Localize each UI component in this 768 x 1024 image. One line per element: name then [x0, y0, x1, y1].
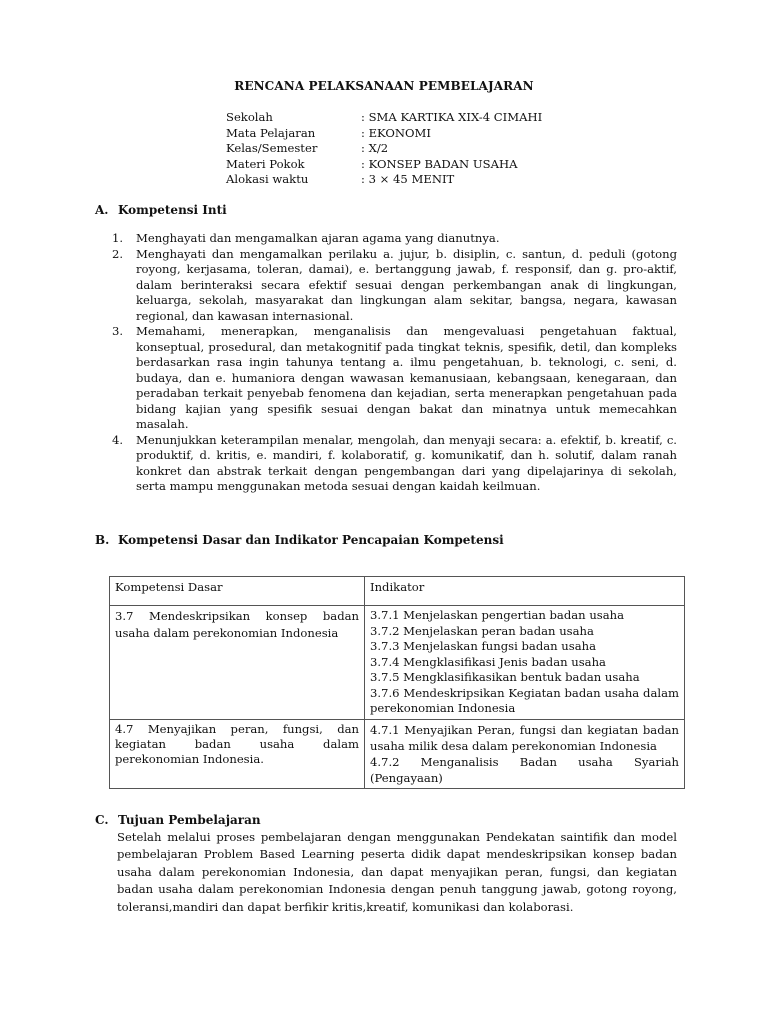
kd-indicator-table	[109, 576, 685, 789]
item-text: Menghayati dan mengamalkan ajaran agama yang dianutnya.	[136, 231, 500, 245]
section-b-heading	[95, 533, 504, 547]
meta-value: : X/2	[361, 141, 389, 156]
item-number: 4.	[112, 432, 124, 447]
table-row	[110, 606, 685, 720]
column-header: Kompetensi Dasar	[110, 577, 365, 606]
section-title: Kompetensi Inti	[118, 203, 227, 217]
meta-row	[226, 141, 542, 157]
table-row	[110, 719, 685, 788]
kompetensi-inti-list	[112, 231, 677, 495]
meta-value: : KONSEP BADAN USAHA	[361, 156, 518, 171]
kd-text: 4.7 Menyajikan peran, fungsi, dan kegiatan badan usaha dalam perekonomian Indonesia.	[115, 721, 359, 766]
indicator-item: 4.7.2 Menganalisis Badan usaha Syariah (Pengayaan)	[370, 754, 679, 785]
section-letter: A.	[95, 203, 109, 217]
section-title: Tujuan Pembelajaran	[118, 813, 261, 827]
section-a-heading	[95, 203, 227, 217]
kd-text: 3.7 Mendeskripsikan konsep badan usaha dalam perekonomian Indonesia	[115, 609, 359, 640]
meta-label: Kelas/Semester	[226, 141, 318, 156]
item-number: 1.	[112, 231, 124, 245]
list-item	[112, 247, 677, 325]
indicator-item: 3.7.5 Mengklasifikasikan bentuk badan usaha	[370, 670, 640, 684]
section-c-heading	[95, 813, 261, 827]
item-number: 3.	[112, 324, 124, 338]
meta-row	[226, 126, 542, 142]
meta-row	[226, 110, 542, 126]
meta-label: Materi Pokok	[226, 156, 305, 171]
indicator-item: 3.7.2 Menjelaskan peran badan usaha	[370, 623, 594, 638]
column-header: Indikator	[365, 577, 685, 606]
document-title: RENCANA PELAKSANAAN PEMBELAJARAN	[234, 79, 534, 93]
meta-label: Mata Pelajaran	[226, 125, 316, 140]
tujuan-paragraph: Setelah melalui proses pembelajaran dengan menggunakan Pendekatan saintifik dan model pembelajaran Problem Based Learning peserta didik dapat mendeskripsikan konsep badan usaha dalam perekonomian Indonesia, dan dapat menyajikan peran, fungsi, dan kegiatan badan usaha dalam perekonomian Indonesia dengan penuh tanggung jawab, gotong royong, toleransi,mandiri dan dapat berfikir kritis,kreatif, komunikasi dan kolaborasi.	[117, 830, 677, 914]
indicator-item: 4.7.1 Menyajikan Peran, fungsi dan kegiatan badan usaha milik desa dalam perekonomian Indonesia	[370, 722, 679, 753]
item-text: Menghayati dan mengamalkan perilaku a. jujur, b. disiplin, c. santun, d. peduli (gotong royong, kerjasama, toleran, damai), e. bertanggung jawab, f. responsif, dan g. pro-aktif, dalam berinteraksi secara efektif sesuai dengan perkembangan anak di lingkungan, keluarga, sekolah, masyarakat dan lingkungan alam sekitar, bangsa, negara, kawasan regional, dan kawasan internasional.	[136, 246, 677, 323]
meta-value: : EKONOMI	[361, 125, 432, 140]
table-header-row	[110, 577, 685, 606]
section-letter: C.	[95, 813, 109, 827]
kd-cell	[110, 719, 365, 788]
section-letter: B.	[95, 533, 110, 547]
indicator-item: 3.7.6 Mendeskripsikan Kegiatan badan usaha dalam perekonomian Indonesia	[370, 685, 679, 715]
list-item	[112, 231, 677, 247]
section-title: Kompetensi Dasar dan Indikator Pencapaian Kompetensi	[118, 533, 504, 547]
meta-row	[226, 157, 542, 173]
indicator-item: 3.7.4 Mengklasifikasi Jenis badan usaha	[370, 654, 606, 669]
indicator-cell	[365, 719, 685, 788]
item-text: Memahami, menerapkan, menganalisis dan mengevaluasi pengetahuan faktual, konseptual, prosedural, dan metakognitif pada tingkat teknis, spesifik, detil, dan kompleks berdasarkan rasa ingin tahunya tentang a. ilmu pengetahuan, b. teknologi, c. seni, d. budaya, dan e. humaniora dengan wawasan kemanusiaan, kebangsaan, kenegaraan, dan peradaban terkait penyebab fenomena dan kejadian, serta menerapkan pengetahuan pada bidang kajian yang spesifik sesuai dengan bakat dan minatnya untuk memecahkan masalah.	[136, 324, 677, 431]
meta-label: Sekolah	[226, 110, 273, 124]
meta-value: : SMA KARTIKA XIX-4 CIMAHI	[361, 110, 543, 124]
indicator-item: 3.7.3 Menjelaskan fungsi badan usaha	[370, 639, 597, 653]
item-text: Menunjukkan keterampilan menalar, mengolah, dan menyaji secara: a. efektif, b. kreatif, c. produktif, d. kritis, e. mandiri, f. kolaboratif, g. komunikatif, dan h. solutif, dalam ranah konkret dan abstrak terkait dengan pengembangan dari yang dipelajarinya di sekolah, serta mampu menggunakan metoda sesuai dengan kaidah keilmuan.	[136, 432, 677, 493]
kd-cell	[110, 606, 365, 720]
list-item	[112, 324, 677, 433]
identity-block	[226, 110, 542, 188]
list-item	[112, 433, 677, 495]
meta-label: Alokasi waktu	[226, 172, 309, 187]
indicator-cell	[365, 606, 685, 720]
item-number: 2.	[112, 246, 124, 261]
indicator-item: 3.7.1 Menjelaskan pengertian badan usaha	[370, 608, 625, 622]
meta-value: : 3 × 45 MENIT	[361, 172, 455, 187]
meta-row	[226, 172, 542, 188]
